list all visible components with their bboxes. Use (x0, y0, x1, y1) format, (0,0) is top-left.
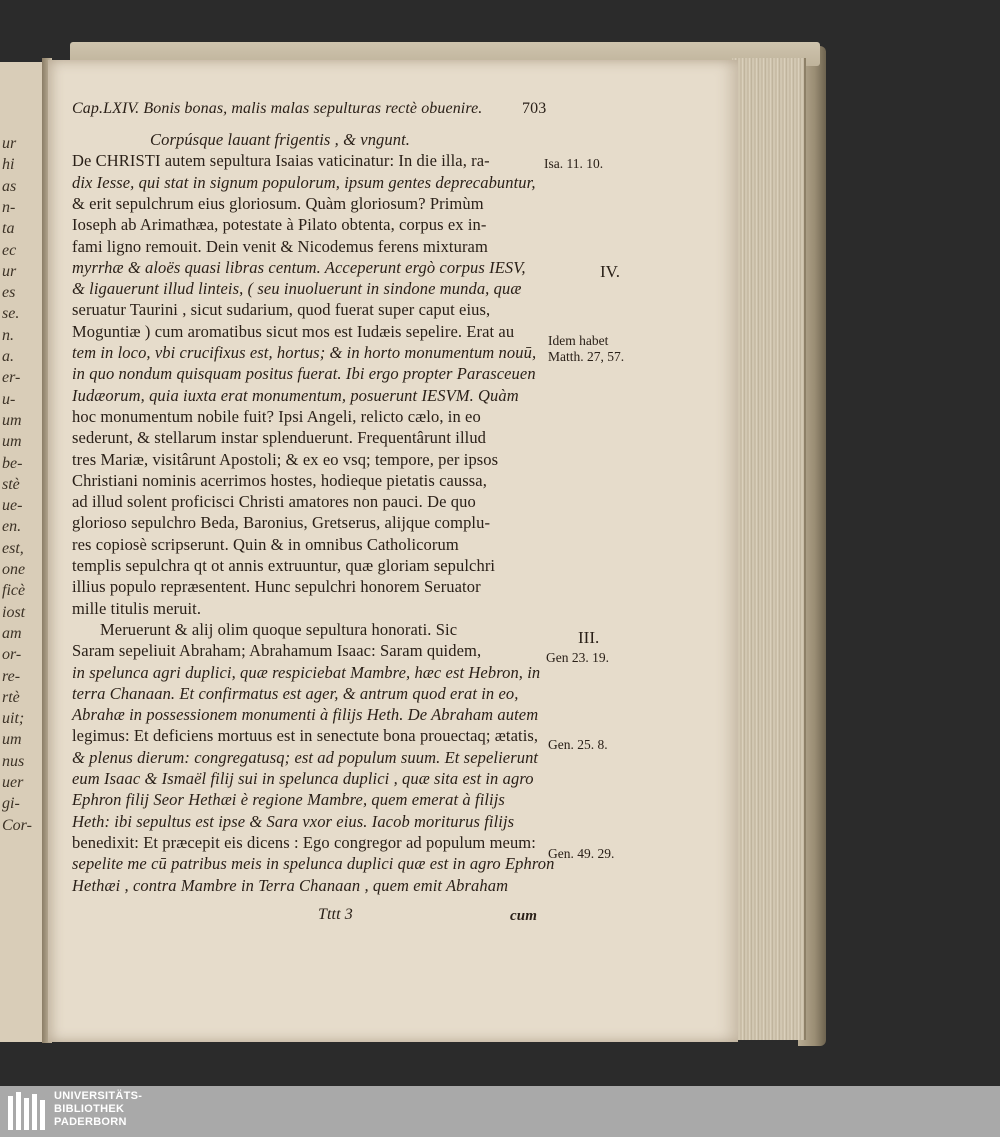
left-page-fragment: re- (2, 667, 21, 685)
text-line: terra Chanaan. Et confirmatus est ager, & antrum quod erat in eo, (72, 683, 519, 703)
left-page-fragment: hi (2, 156, 15, 174)
margin-note: III. (578, 628, 600, 647)
left-page-fragment: am (2, 624, 22, 642)
page-stack-edges (732, 58, 806, 1040)
left-page-fragment: Cor- (2, 816, 32, 834)
text-line: glorioso sepulchro Beda, Baronius, Gretserus, alijque complu- (72, 513, 491, 533)
margin-note: Matth. 27, 57. (548, 349, 625, 364)
library-name (54, 1090, 142, 1129)
text-line: sepelite me cū patribus meis in spelunca duplici quæ est in agro Ephron (72, 854, 555, 874)
margin-note: Idem habet (548, 333, 609, 348)
library-logo-icon (6, 1090, 48, 1134)
left-page-fragment: u- (2, 390, 16, 408)
text-line: fami ligno remouit. Dein venit & Nicodemus ferens mixturam (72, 236, 488, 256)
text-line: tres Mariæ, visitârunt Apostoli; & ex eo vsq; tempore, per ipsos (72, 449, 499, 469)
text-line: Moguntiæ ) cum aromatibus sicut mos est Iudæis sepelire. Erat au (72, 321, 515, 341)
left-page-fragment: uer (2, 774, 24, 791)
signature-mark: Tttt 3 (318, 906, 353, 923)
catchword: cum (510, 908, 537, 924)
library-name-line-3: PADERBORN (54, 1116, 127, 1128)
text-line: hoc monumentum nobile fuit? Ipsi Angeli, relicto cælo, in eo (72, 406, 481, 426)
text-line: Ephron filij Seor Hethæi è regione Mambre, quem emerat à filijs (72, 790, 505, 810)
left-page-fragment: nus (2, 752, 25, 770)
text-line: Iudæorum, quia iuxta erat monumentum, posuerunt IESVM. Quàm (72, 385, 519, 405)
text-line: Abrahæ in possessionem monumenti à filijs Heth. De Abraham autem (72, 705, 539, 725)
left-page-fragment: stè (2, 475, 20, 493)
margin-note: Gen. 25. 8. (548, 737, 608, 752)
text-line: in spelunca agri duplici, quæ respiciebat Mambre, hæc est Hebron, in (72, 662, 541, 682)
text-line: legimus: Et deficiens mortuus est in senectute bona prouectaq; ætatis, (72, 726, 539, 746)
library-name-line-2: BIBLIOTHEK (54, 1103, 125, 1115)
text-line: De CHRISTI autem sepultura Isaias vaticinatur: In die illa, ra- (72, 151, 490, 171)
text-line: templis sepulchra qt ot annis extruuntur, quæ gloriam sepulchri (72, 556, 496, 575)
text-line: Hethæi , contra Mambre in Terra Chanaan , quem emit Abraham (72, 875, 509, 895)
left-page-fragment: rtè (2, 688, 20, 706)
text-line: Heth: ibi sepultus est ipse & Sara vxor eius. Iacob moriturus filijs (72, 811, 515, 831)
text-line: & plenus dierum: congregatusq; est ad populum suum. Et sepelierunt (72, 747, 539, 767)
text-line: benedixit: Et præcepit eis dicens : Ego congregor ad populum meum: (72, 832, 536, 852)
left-page-fragment: one (2, 561, 26, 578)
library-name-line-1: UNIVERSITÄTS- (54, 1090, 143, 1102)
text-line: dix Iesse, qui stat in signum populorum, ipsum gentes deprecabuntur, (72, 172, 536, 192)
text-line: res copiosè scripserunt. Quin & in omnibus Catholicorum (72, 534, 459, 554)
text-line: & ligauerunt illud linteis, ( seu inuoluerunt in sindone munda, quæ (72, 279, 522, 299)
left-page-fragment: ue- (2, 497, 23, 515)
text-line: eum Isaac & Ismaël filij sui in spelunca duplici , quæ sita est in agro (72, 769, 534, 788)
left-page-fragment: gi- (2, 795, 20, 813)
left-page-fragment: ficè (2, 582, 26, 600)
page-number: 703 (522, 100, 547, 117)
text-line: sederunt, & stellarum instar splenduerunt. Frequentârunt illud (72, 428, 487, 448)
text-line: mille titulis meruit. (72, 598, 202, 618)
left-page-fragment: uit; (2, 710, 25, 728)
left-page-fragment: um (2, 731, 22, 749)
text-line: & erit sepulchrum eius gloriosum. Quàm gloriosum? Primùm (72, 193, 484, 213)
left-page-fragment: iost (2, 603, 26, 621)
text-line: Corpúsque lauant frigentis , & vngunt. (150, 130, 411, 149)
text-line: in quo nondum quisquam positus fuerat. Ibi ergo propter Parasceuen (72, 364, 536, 384)
footer-bar (0, 1086, 1000, 1137)
left-page-fragment: as (2, 177, 17, 195)
text-line: Ioseph ab Arimathæa, potestate à Pilato obtenta, corpus ex in- (72, 215, 487, 235)
text-line: seruatur Taurini , sicut sudarium, quod fuerat super caput eius, (72, 300, 491, 320)
margin-note: Isa. 11. 10. (544, 156, 604, 171)
left-page-fragment: um (2, 433, 22, 451)
left-page-fragment: a. (2, 348, 14, 365)
left-page-fragment: ur (2, 262, 17, 280)
left-page (0, 62, 47, 1042)
text-line: illius populo repræsentent. Hunc sepulchri honorem Seruator (72, 577, 481, 597)
left-page-fragment: ta (2, 220, 15, 238)
margin-note: Gen 23. 19. (546, 650, 609, 665)
left-page-fragment: er- (2, 369, 21, 387)
left-page-fragment: be- (2, 454, 23, 472)
text-line: Meruerunt & alij olim quoque sepultura honorati. Sic (100, 619, 458, 639)
margin-note: Gen. 49. 29. (548, 846, 615, 861)
text-line: Saram sepeliuit Abraham; Abrahamum Isaac: Saram quidem, (72, 641, 482, 661)
text-line: myrrhæ & aloës quasi libras centum. Acceperunt ergò corpus IESV, (72, 257, 526, 277)
running-head: Cap.LXIV. Bonis bonas, malis malas sepulturas rectè obuenire. (72, 100, 483, 117)
left-page-fragment: or- (2, 646, 22, 664)
left-page-fragment: ec (2, 241, 17, 259)
left-page-fragment: n. (2, 326, 14, 344)
text-line: Christiani nominis acerrimos hostes, hodieque pietatis caussa, (72, 470, 487, 490)
left-page-fragment: es (2, 284, 16, 302)
left-page-fragment: n- (2, 198, 16, 216)
left-page-fragment: en. (2, 518, 22, 536)
left-page-fragment: se. (2, 305, 20, 323)
left-page-fragment: um (2, 411, 22, 429)
left-page-fragment: ur (2, 135, 17, 152)
margin-note: IV. (600, 262, 620, 281)
left-page-fragment: est, (2, 539, 24, 557)
text-line: tem in loco, vbi crucifixus est, hortus; & in horto monumentum nouū, (72, 343, 537, 362)
text-line: ad illud solent proficisci Christi amatores non pauci. De quo (72, 492, 476, 512)
